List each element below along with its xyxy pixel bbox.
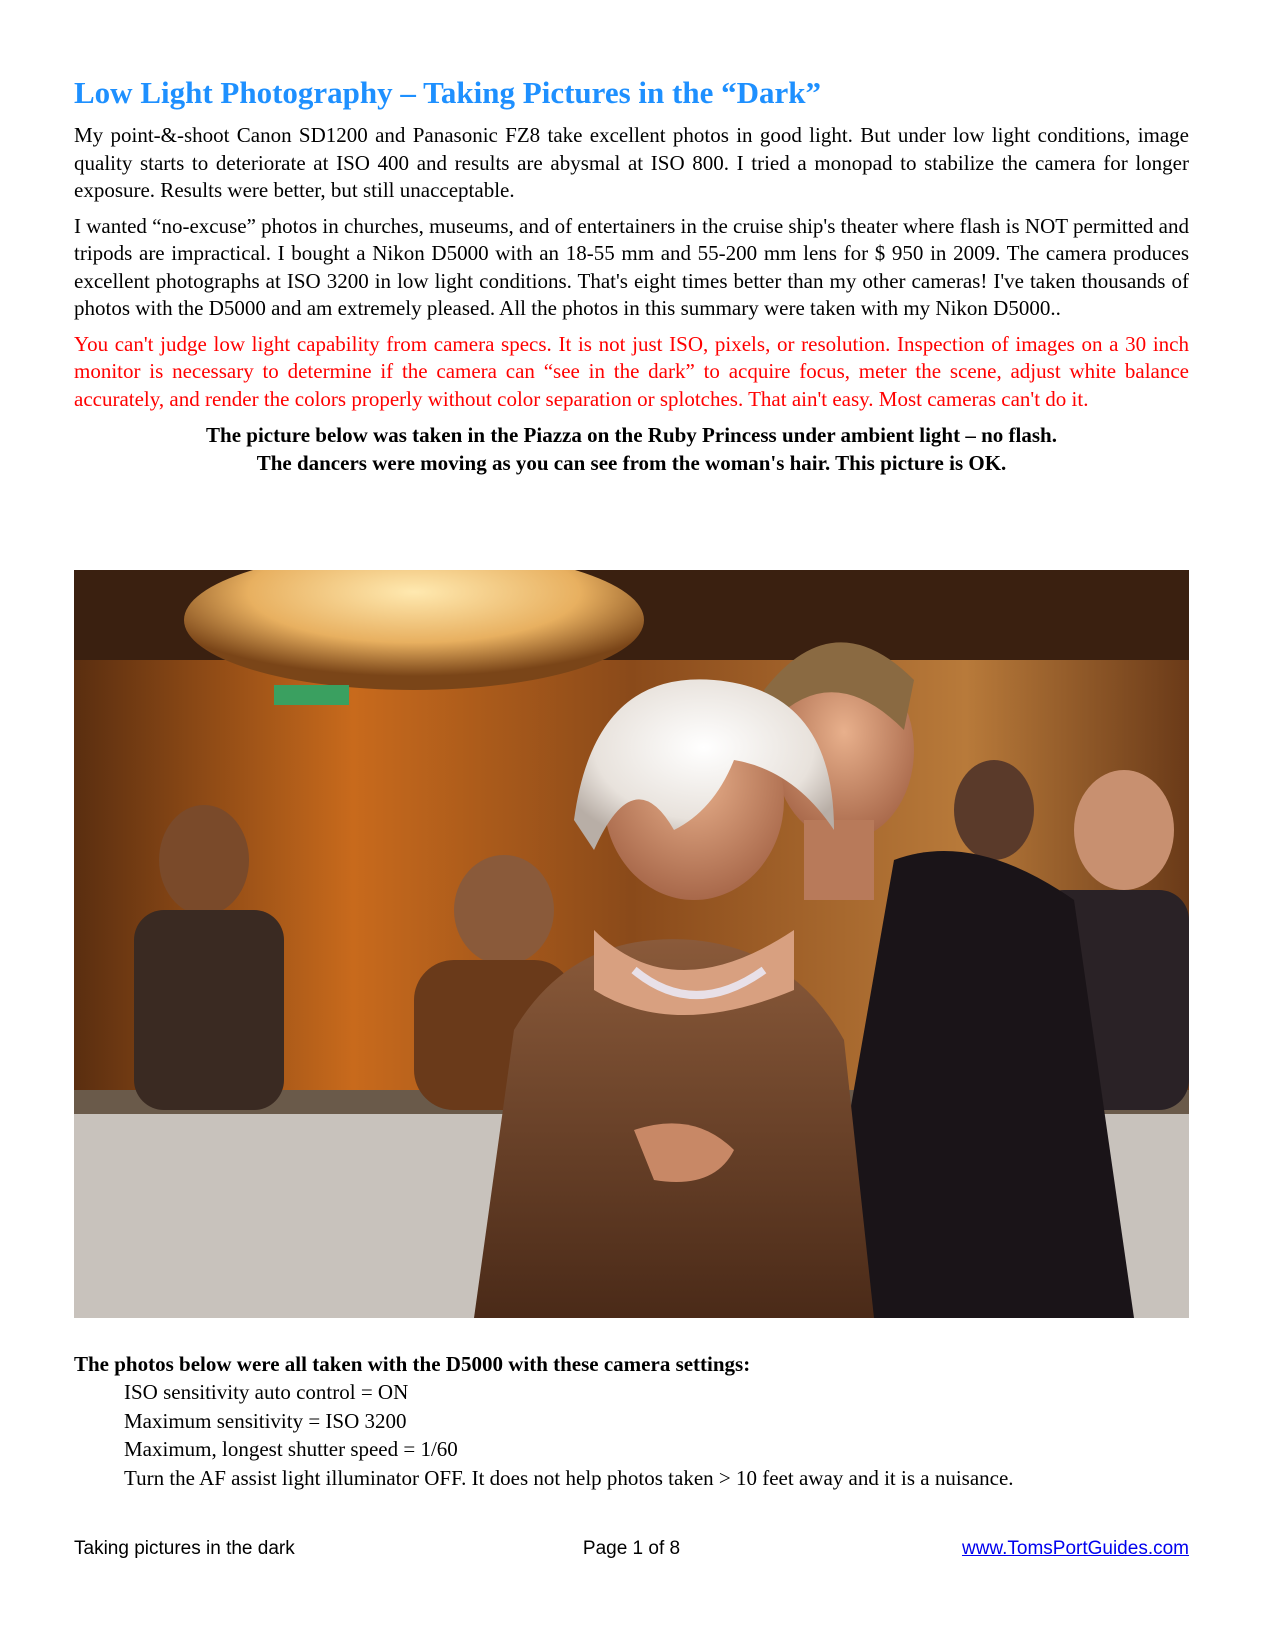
settings-heading: The photos below were all taken with the D5000 with these camera settings: xyxy=(74,1352,751,1376)
footer-title: Taking pictures in the dark xyxy=(74,1538,295,1559)
page-title: Low Light Photography – Taking Pictures in the “Dark” xyxy=(74,75,821,110)
settings-item-af-assist: Turn the AF assist light illuminator OFF. It does not help photos taken > 10 feet away and it is a nuisance. xyxy=(124,1465,1014,1490)
photo-caption-line-2: The dancers were moving as you can see from the woman's hair. This picture is OK. xyxy=(256,451,1007,475)
document-page xyxy=(74,74,1189,477)
photo-caption-line-1: The picture below was taken in the Piazza on the Ruby Princess under ambient light – no flash. xyxy=(206,423,1057,447)
footer-page-number: Page 1 of 8 xyxy=(582,1538,681,1559)
settings-item-shutter-speed: Maximum, longest shutter speed = 1/60 xyxy=(124,1437,458,1461)
settings-list xyxy=(74,1378,1189,1492)
intro-paragraph: My point-&-shoot Canon SD1200 and Panasonic FZ8 take excellent photos in good light. But under low light conditions, image quality starts to deteriorate at ISO 400 and results are abysmal at ISO 800. I tried a monopad to stabilize the camera for longer exposure. Results were better, but still unacceptable. xyxy=(74,123,1189,202)
camera-settings-section xyxy=(74,1350,1189,1492)
camera-purchase-paragraph: I wanted “no-excuse” photos in churches, museums, and of entertainers in the cruise ship's theater where flash is NOT permitted and tripods are impractical. I bought a Nikon D5000 with an 18-55 mm and 55-200 mm lens for $ 950 in 2009. The camera produces excellent photographs at ISO 3200 in low light conditions. That's eight times better than my other cameras! I've taken thousands of photos with the D5000 and am extremely pleased. All the photos in this summary were taken with my Nikon D5000.. xyxy=(74,213,1189,320)
page-footer xyxy=(74,1536,1189,1562)
footer-website-link[interactable]: www.TomsPortGuides.com xyxy=(961,1538,1189,1559)
photo-caption xyxy=(74,421,1189,477)
settings-item-max-sensitivity: Maximum sensitivity = ISO 3200 xyxy=(124,1408,407,1433)
warning-paragraph: You can't judge low light capability from camera specs. It is not just ISO, pixels, or resolution. Inspection of images on a 30 inch monitor is necessary to determine if the camera can “see in the dark” to acquire focus, meter the scene, adjust white balance accurately, and render the colors properly without color separation or splotches. That ain't easy. Most cameras can't do it. xyxy=(74,331,1189,411)
dancers-photo xyxy=(74,570,1189,1318)
settings-item-iso-auto: ISO sensitivity auto control = ON xyxy=(124,1380,409,1404)
